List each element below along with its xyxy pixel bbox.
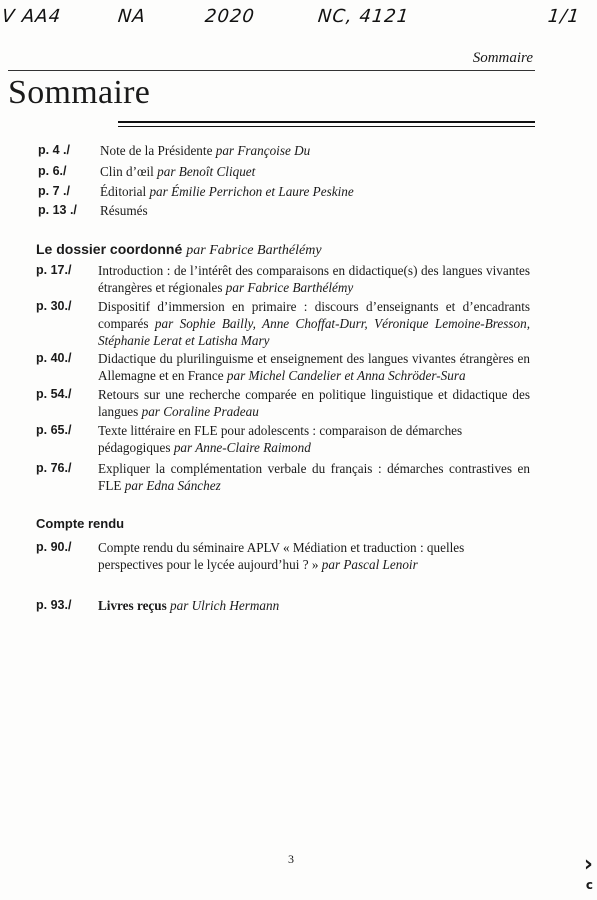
toc-entry: Clin d’œil par Benoît Cliquet <box>100 164 256 179</box>
toc-page-number: p. 93./ <box>36 598 72 612</box>
handwritten-note: V AA4 <box>0 6 63 27</box>
toc-page-number: p. 7 ./ <box>38 184 70 198</box>
toc-page-number: p. 6./ <box>38 164 67 178</box>
toc-page-number: p. 17./ <box>36 263 72 277</box>
page-number: 3 <box>288 852 294 866</box>
header-divider <box>8 70 535 71</box>
handwritten-note: 2020 <box>203 6 256 27</box>
toc-page-number: p. 30./ <box>36 299 72 313</box>
running-title: Sommaire <box>472 50 533 66</box>
toc-entry: Éditorial par Émilie Perrichon et Laure Peskine <box>100 184 354 199</box>
title-divider-thin <box>118 126 535 127</box>
title-divider <box>118 121 535 123</box>
toc-page-number: p. 90./ <box>36 540 72 554</box>
toc-page-number: p. 13 ./ <box>38 203 77 217</box>
toc-entry: Dispositif d’immersion en primaire : discours d’enseignants et d’encadrants comparés par Sophie Bailly, Anne Choffat-Durr, Véronique Lemoine-Bresson, Stéphanie Lerat et Latisha Mary <box>98 299 531 348</box>
toc-entry: Didactique du plurilinguisme et enseignement des langues vivantes étrangères en Allemagne et en France par Michel Candelier et Anna Schröder-Sura <box>98 351 530 383</box>
toc-entry: Retours sur une recherche comparée en politique linguistique et didactique des langues par Coraline Pradeau <box>98 387 530 419</box>
toc-page-number: p. 65./ <box>36 423 72 437</box>
page-title: Sommaire <box>8 74 151 111</box>
toc-entry: Livres reçus par Ulrich Hermann <box>98 598 280 613</box>
handwritten-note: NC, 4121 <box>316 6 411 27</box>
toc-page-number: p. 54./ <box>36 387 72 401</box>
toc-entry: Expliquer la complémentation verbale du français : démarches contrastives en FLE par Edna Sánchez <box>98 461 530 493</box>
margin-mark: › <box>583 852 593 877</box>
toc-entry: Texte littéraire en FLE pour adolescents : comparaison de démarches pédagogiques par Anne-Claire Raimond <box>98 423 463 455</box>
toc-entry: Compte rendu du séminaire APLV « Médiation et traduction : quelles perspectives pour le lycée aujourd’hui ? » par Pascal Lenoir <box>98 540 465 572</box>
handwritten-note: NA <box>116 6 147 27</box>
toc-entry: Résumés <box>100 203 148 218</box>
handwritten-note: 1/1 <box>546 6 582 27</box>
section-heading-dossier: Le dossier coordonné par Fabrice Barthélémy <box>36 241 322 258</box>
section-heading-compte-rendu: Compte rendu <box>36 516 125 531</box>
margin-mark: c <box>585 878 593 892</box>
toc-entry: Introduction : de l’intérêt des comparaisons en didactique(s) des langues vivantes étrangères et régionales par Fabrice Barthélémy <box>98 263 530 295</box>
toc-entry: Note de la Présidente par Françoise Du <box>100 143 311 158</box>
toc-page-number: p. 76./ <box>36 461 72 475</box>
toc-page-number: p. 40./ <box>36 351 72 365</box>
toc-page-number: p. 4 ./ <box>38 143 70 157</box>
